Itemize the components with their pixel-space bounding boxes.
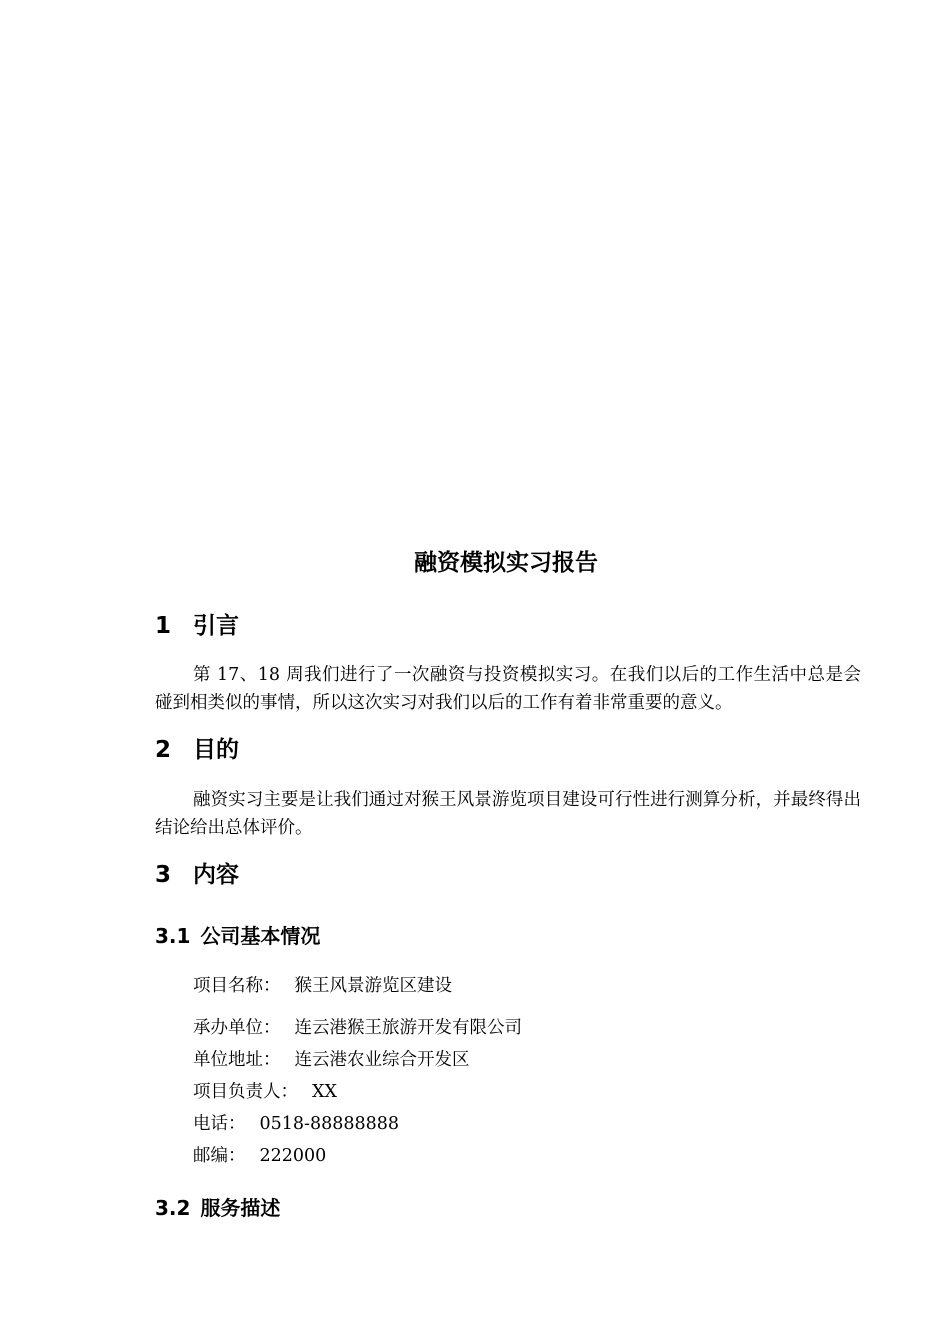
- section-title: 内容: [193, 862, 239, 888]
- section-number: 1: [155, 613, 172, 639]
- section-title: 引言: [193, 613, 239, 639]
- info-value: 猴王风景游览区建设: [294, 976, 452, 996]
- subsection-number: 3.1: [155, 924, 191, 948]
- intro-paragraph: 第 17、18 周我们进行了一次融资与投资模拟实习。在我们以后的工作生活中总是会碰到相类似的事情，所以这次实习对我们以后的工作有着非常重要的意义。: [155, 665, 861, 713]
- subsection-heading-service: [155, 1194, 280, 1222]
- info-label: 项目负责人：: [193, 1082, 298, 1102]
- purpose-paragraph: 融资实习主要是让我们通过对猴王风景游览项目建设可行性进行测算分析，并最终得出结论给出总体评价。: [155, 790, 861, 838]
- info-row-postcode: [193, 1142, 326, 1170]
- info-row-address: [193, 1046, 470, 1074]
- info-label: 单位地址：: [193, 1050, 281, 1070]
- info-row-manager: [193, 1078, 337, 1106]
- section-number: 2: [155, 737, 172, 763]
- info-value: 222000: [259, 1146, 327, 1166]
- info-value: 连云港猴王旅游开发有限公司: [294, 1018, 522, 1038]
- subsection-title: 公司基本情况: [200, 924, 321, 948]
- section-title: 目的: [193, 737, 239, 763]
- subsection-title: 服务描述: [200, 1196, 281, 1220]
- info-label: 邮编：: [193, 1146, 246, 1166]
- info-label: 承办单位：: [193, 1018, 281, 1038]
- info-row-phone: [193, 1110, 399, 1138]
- info-label: 项目名称：: [193, 976, 281, 996]
- subsection-number: 3.2: [155, 1196, 191, 1220]
- info-value: 连云港农业综合开发区: [294, 1050, 470, 1070]
- info-row-project-name: [193, 972, 452, 1000]
- info-value: 0518-88888888: [259, 1114, 400, 1134]
- section-heading-content: [155, 859, 239, 891]
- info-row-organizer: [193, 1014, 522, 1042]
- section-number: 3: [155, 862, 172, 888]
- document-title: 融资模拟实习报告: [414, 550, 598, 576]
- info-value: XX: [312, 1082, 337, 1102]
- section-heading-purpose: [155, 734, 239, 766]
- subsection-heading-company: [155, 922, 320, 950]
- info-label: 电话：: [193, 1114, 246, 1134]
- section-heading-intro: [155, 610, 239, 642]
